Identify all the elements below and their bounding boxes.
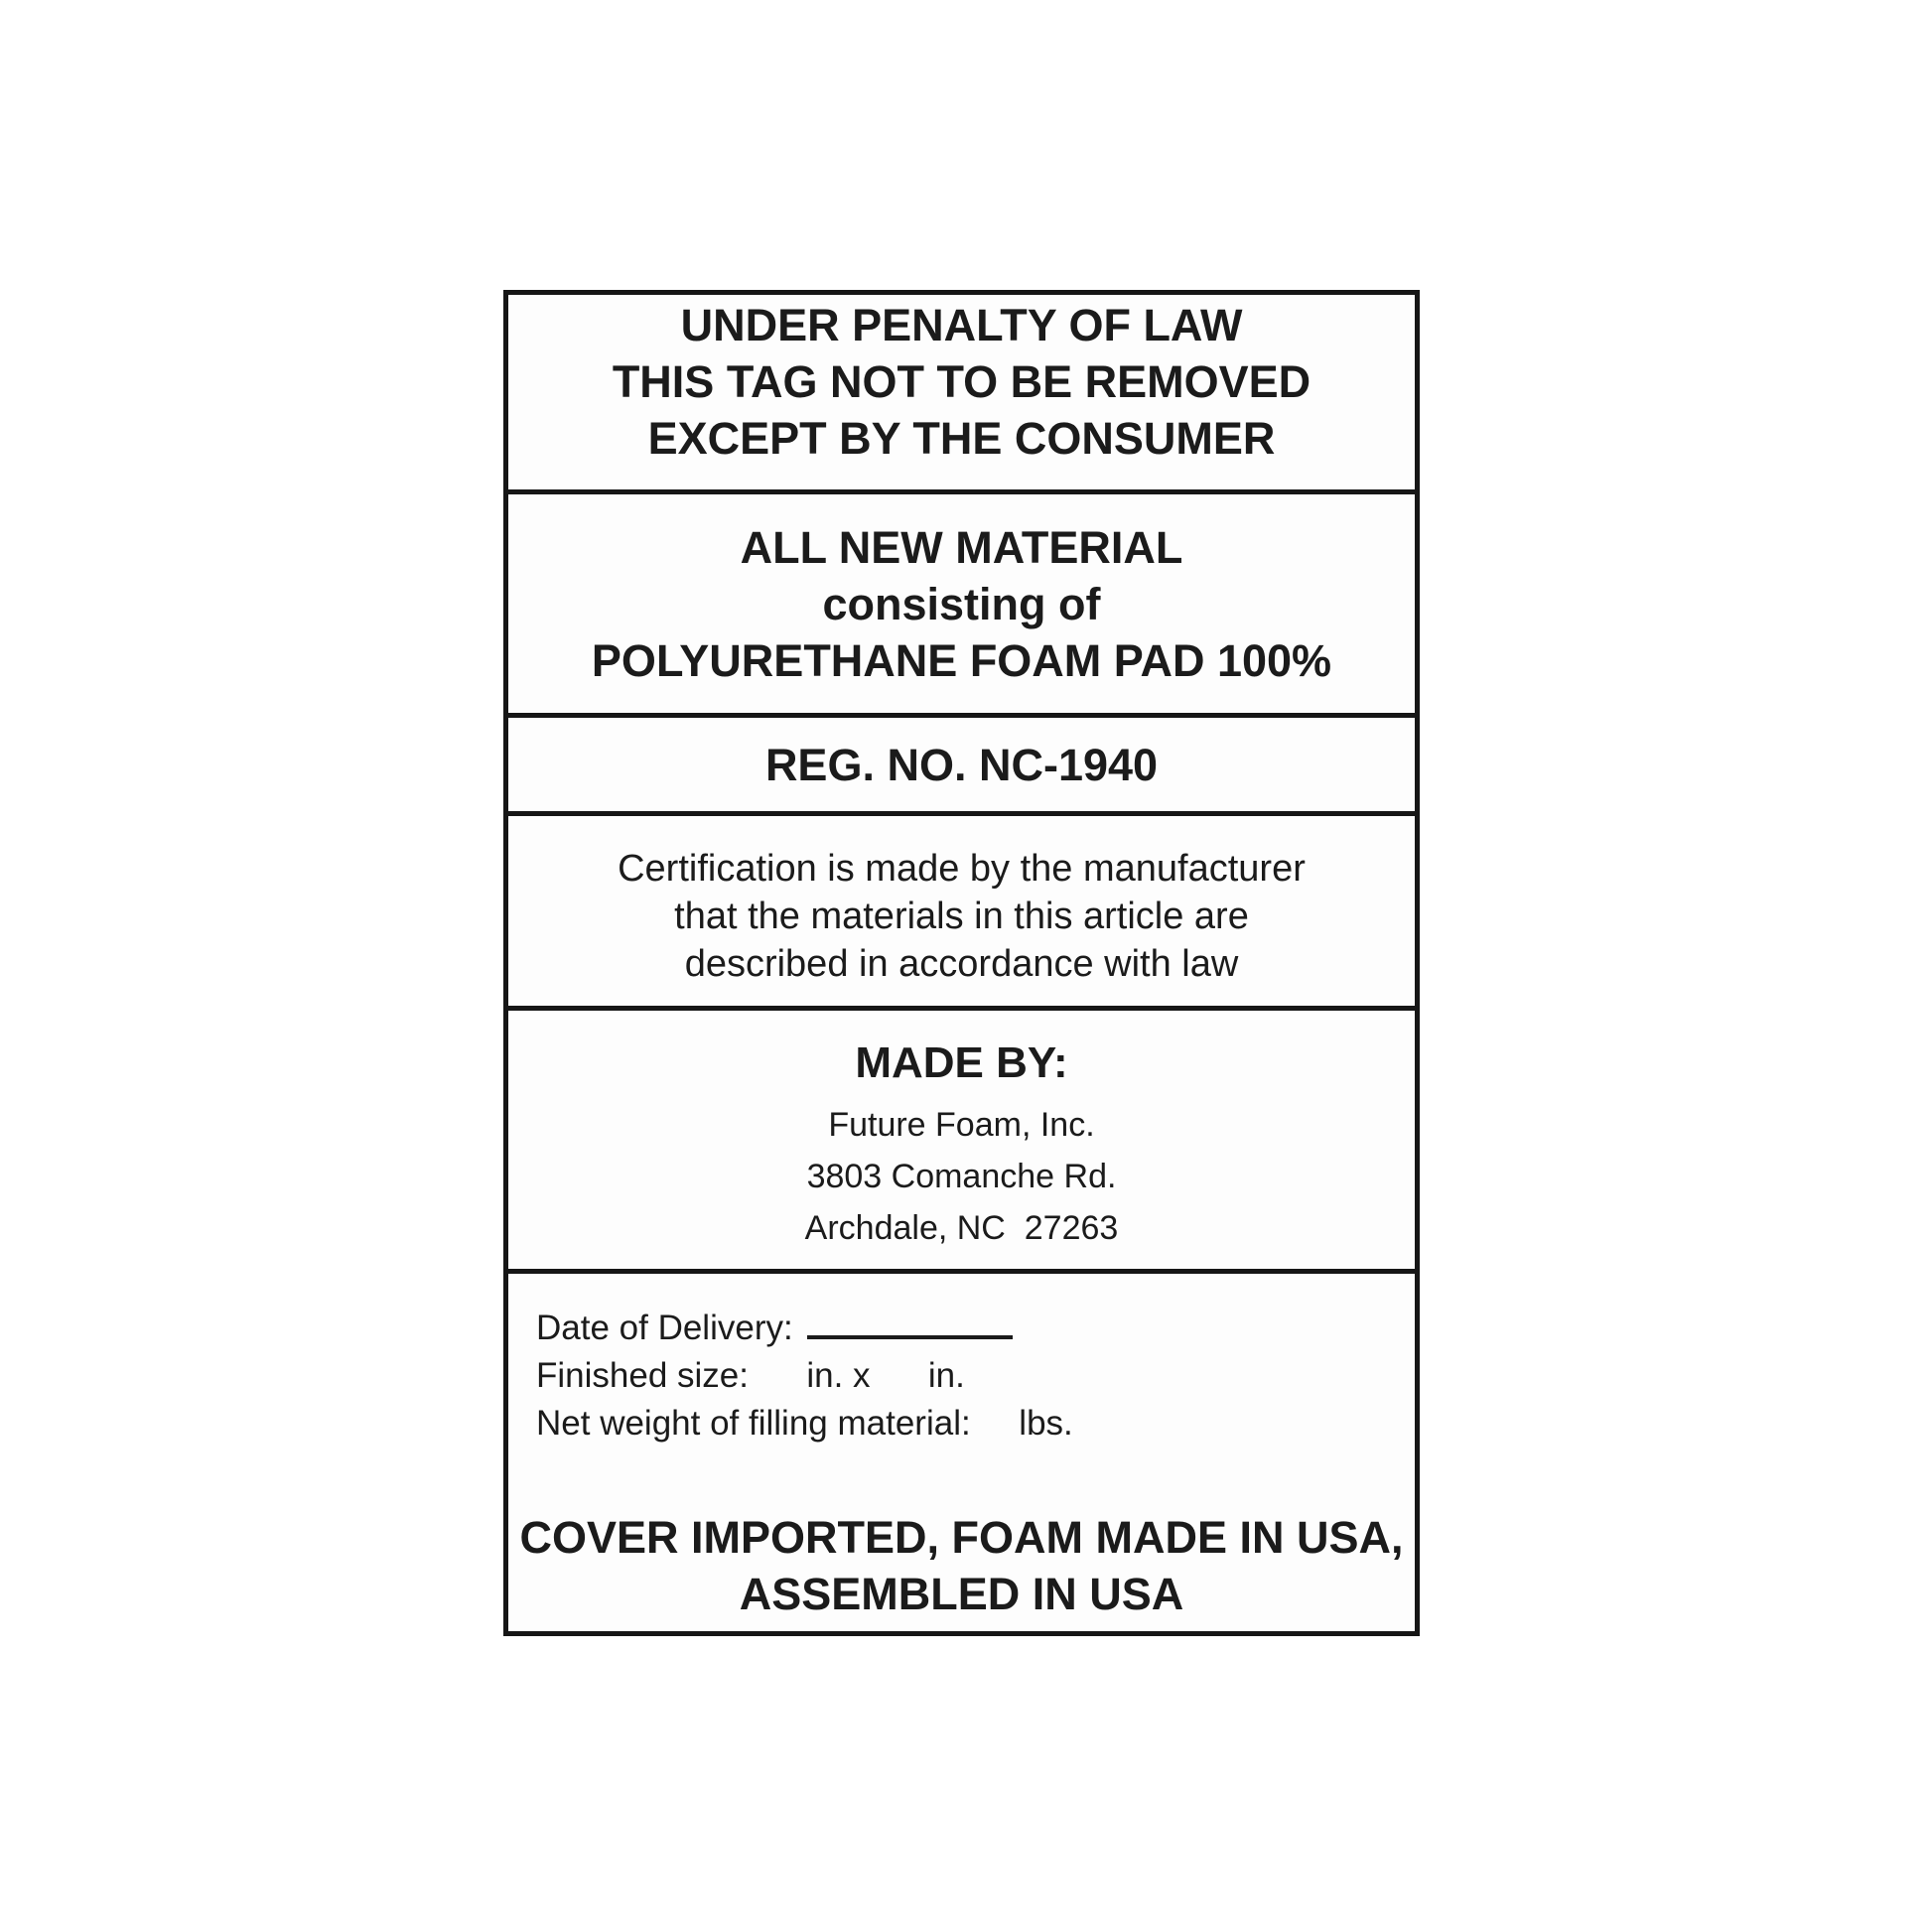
finished-size-line: Finished size: in. x in. <box>536 1356 965 1395</box>
made-by-heading: MADE BY: <box>855 1038 1068 1087</box>
penalty-line-1: UNDER PENALTY OF LAW <box>680 300 1243 350</box>
registration-number-section <box>508 718 1415 816</box>
net-weight-line: Net weight of filling material: lbs. <box>536 1404 1073 1443</box>
made-by-section <box>508 1011 1415 1274</box>
law-label-tag <box>503 290 1420 1636</box>
penalty-line-2: THIS TAG NOT TO BE REMOVED <box>612 356 1311 407</box>
manufacturer-name: Future Foam, Inc. <box>828 1106 1095 1144</box>
registration-number: REG. NO. NC-1940 <box>764 739 1159 790</box>
material-line-2: consisting of <box>822 578 1101 629</box>
manufacturer-city-state-zip: Archdale, NC 27263 <box>804 1209 1119 1247</box>
origin-statement <box>508 1509 1415 1622</box>
date-of-delivery-blank <box>807 1300 1013 1339</box>
material-line-3: POLYURETHANE FOAM PAD 100% <box>591 634 1332 686</box>
origin-statement-line-1: COVER IMPORTED, FOAM MADE IN USA, <box>519 1512 1404 1563</box>
material-line-1: ALL NEW MATERIAL <box>740 521 1183 573</box>
certification-line-1: Certification is made by the manufacturer <box>618 847 1306 890</box>
material-section <box>508 494 1415 718</box>
penalty-line-3: EXCEPT BY THE CONSUMER <box>647 413 1276 464</box>
origin-statement-line-2: ASSEMBLED IN USA <box>739 1569 1184 1619</box>
details-section <box>508 1274 1415 1631</box>
penalty-section <box>508 295 1415 494</box>
date-of-delivery-label: Date of Delivery: <box>536 1309 793 1347</box>
certification-line-2: that the materials in this article are <box>674 895 1249 937</box>
date-of-delivery-line <box>508 1300 1415 1352</box>
manufacturer-street: 3803 Comanche Rd. <box>806 1158 1117 1195</box>
certification-line-3: described in accordance with law <box>684 942 1239 985</box>
certification-section <box>508 816 1415 1011</box>
